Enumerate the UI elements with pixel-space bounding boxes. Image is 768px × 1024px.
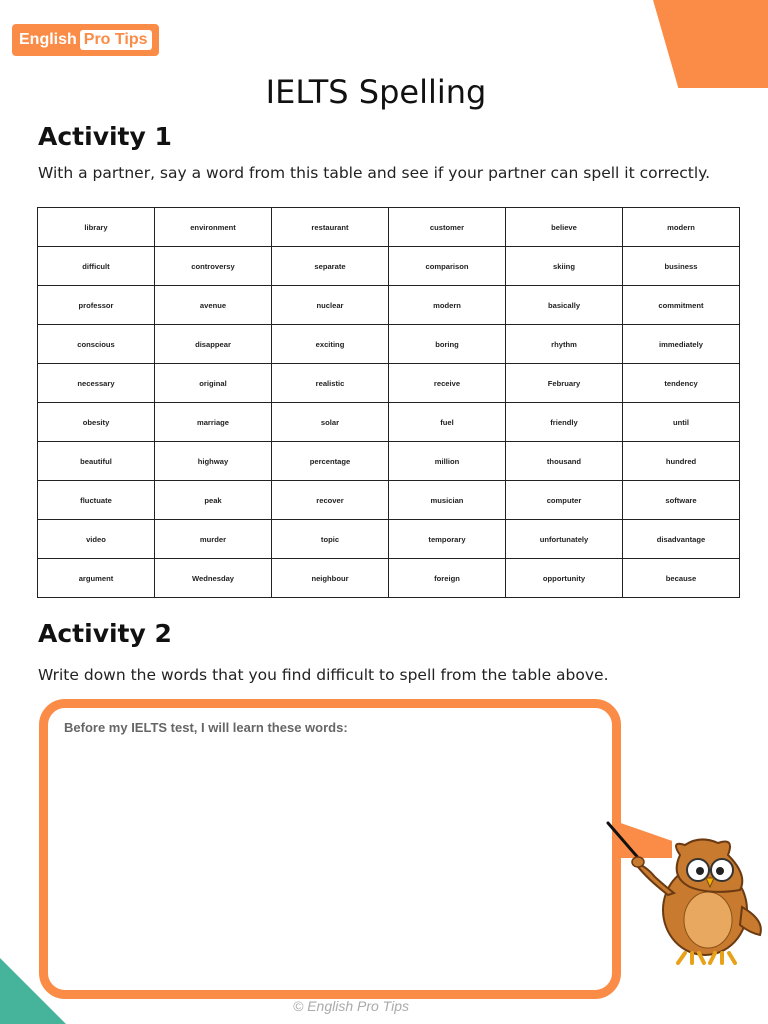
table-cell: February — [506, 364, 623, 403]
table-cell: temporary — [389, 520, 506, 559]
table-cell: opportunity — [506, 559, 623, 598]
table-cell: professor — [38, 286, 155, 325]
table-cell: restaurant — [272, 208, 389, 247]
page-title: IELTS Spelling — [265, 73, 487, 111]
table-cell: business — [623, 247, 740, 286]
table-cell: boring — [389, 325, 506, 364]
table-cell: comparison — [389, 247, 506, 286]
table-cell: neighbour — [272, 559, 389, 598]
table-cell: difficult — [38, 247, 155, 286]
owl-teacher-icon — [600, 815, 768, 965]
table-cell: believe — [506, 208, 623, 247]
activity-1-heading: Activity 1 — [38, 122, 172, 151]
table-cell: customer — [389, 208, 506, 247]
table-row — [38, 520, 740, 559]
table-cell: original — [155, 364, 272, 403]
table-row — [38, 559, 740, 598]
table-cell: because — [623, 559, 740, 598]
table-row — [38, 442, 740, 481]
table-cell: Wednesday — [155, 559, 272, 598]
activity-1-instruction: With a partner, say a word from this table and see if your partner can spell it correctly. — [38, 164, 711, 182]
table-cell: avenue — [155, 286, 272, 325]
table-cell: library — [38, 208, 155, 247]
table-cell: peak — [155, 481, 272, 520]
table-cell: hundred — [623, 442, 740, 481]
logo-text-pro-tips: Pro Tips — [80, 30, 152, 50]
table-cell: topic — [272, 520, 389, 559]
table-row — [38, 286, 740, 325]
table-cell: obesity — [38, 403, 155, 442]
table-cell: disappear — [155, 325, 272, 364]
table-cell: thousand — [506, 442, 623, 481]
table-cell: percentage — [272, 442, 389, 481]
activity-2-instruction: Write down the words that you find difficult to spell from the table above. — [38, 666, 609, 684]
table-cell: necessary — [38, 364, 155, 403]
table-row — [38, 208, 740, 247]
table-cell: computer — [506, 481, 623, 520]
table-cell: exciting — [272, 325, 389, 364]
table-cell: friendly — [506, 403, 623, 442]
table-cell: nuclear — [272, 286, 389, 325]
table-cell: recover — [272, 481, 389, 520]
table-cell: highway — [155, 442, 272, 481]
table-cell: modern — [623, 208, 740, 247]
table-cell: solar — [272, 403, 389, 442]
writing-box[interactable] — [39, 699, 621, 999]
table-cell: controversy — [155, 247, 272, 286]
writing-box-prompt: Before my IELTS test, I will learn these words: — [64, 720, 348, 735]
table-cell: commitment — [623, 286, 740, 325]
table-cell: million — [389, 442, 506, 481]
table-cell: foreign — [389, 559, 506, 598]
table-row — [38, 403, 740, 442]
table-cell: separate — [272, 247, 389, 286]
footer-copyright: © English Pro Tips — [292, 998, 409, 1014]
table-cell: conscious — [38, 325, 155, 364]
table-cell: marriage — [155, 403, 272, 442]
logo-text-english: English — [19, 31, 77, 48]
table-cell: realistic — [272, 364, 389, 403]
table-row — [38, 481, 740, 520]
table-cell: software — [623, 481, 740, 520]
logo — [12, 24, 159, 56]
table-cell: fluctuate — [38, 481, 155, 520]
table-cell: basically — [506, 286, 623, 325]
activity-2-heading: Activity 2 — [38, 619, 172, 648]
table-cell: rhythm — [506, 325, 623, 364]
table-cell: tendency — [623, 364, 740, 403]
table-cell: immediately — [623, 325, 740, 364]
table-cell: disadvantage — [623, 520, 740, 559]
table-cell: unfortunately — [506, 520, 623, 559]
table-cell: skiing — [506, 247, 623, 286]
table-cell: argument — [38, 559, 155, 598]
table-cell: until — [623, 403, 740, 442]
table-cell: receive — [389, 364, 506, 403]
table-cell: beautiful — [38, 442, 155, 481]
table-row — [38, 325, 740, 364]
table-cell: fuel — [389, 403, 506, 442]
table-cell: murder — [155, 520, 272, 559]
table-cell: modern — [389, 286, 506, 325]
table-row — [38, 364, 740, 403]
table-cell: environment — [155, 208, 272, 247]
table-cell: musician — [389, 481, 506, 520]
table-row — [38, 247, 740, 286]
table-cell: video — [38, 520, 155, 559]
spelling-word-table — [37, 207, 740, 598]
